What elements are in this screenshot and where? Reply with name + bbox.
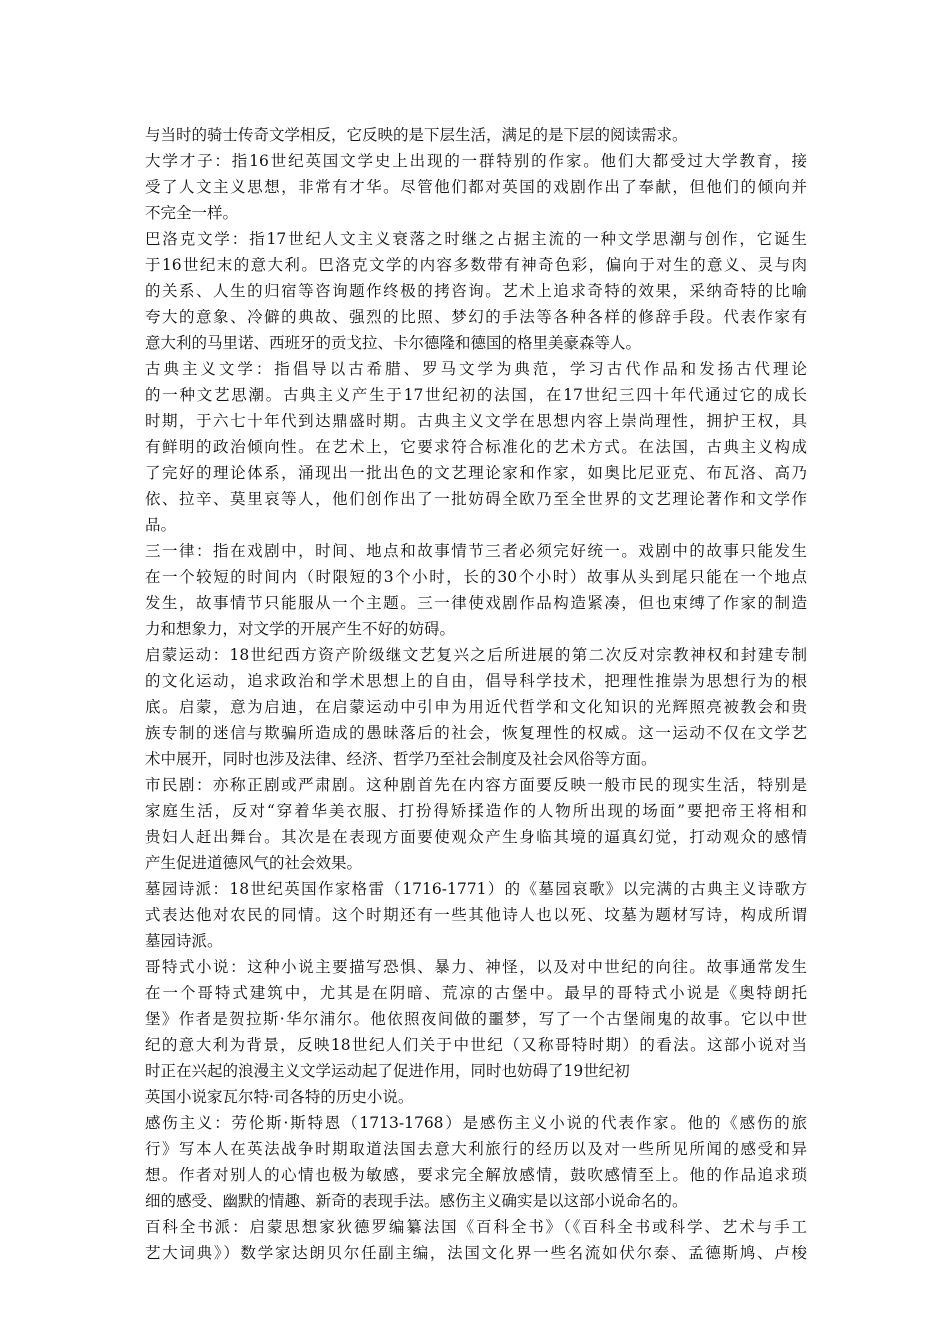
text-line: 式表达他对农民的同情。这个时期还有一些其他诗人也以死、坟墓为题材写诗，构成所谓: [145, 906, 807, 924]
text-line: 族专制的迷信与欺骗所造成的愚昧落后的社会，恢复理性的权威。这一运动不仅在文学艺: [145, 724, 807, 742]
text-line: 感伤主义：劳伦斯·斯特恩（1713-1768）是感伤主义小说的代表作家。他的《感伤的旅: [145, 1114, 807, 1132]
text-line: 时期，于六七十年代到达鼎盛时期。古典主义文学在思想内容上崇尚理性，拥护王权，具: [145, 412, 807, 430]
text-line: 三一律：指在戏剧中，时间、地点和故事情节三者必须完好统一。戏剧中的故事只能发生: [145, 542, 807, 560]
text-line: 意大利的马里诺、西班牙的贡戈拉、卡尔德隆和德国的格里美豪森等人。: [145, 334, 642, 352]
document-body: [145, 122, 807, 1266]
text-line: 堡》作者是贺拉斯·华尔浦尔。他依照夜间做的噩梦，写了一个古堡闹鬼的故事。它以中世: [145, 1010, 807, 1028]
text-line: 术中展开，同时也涉及法律、经济、哲学乃至社会制度及社会风俗等方面。: [145, 750, 657, 768]
text-line: 百科全书派：启蒙思想家狄德罗编纂法国《百科全书》（《百科全书或科学、艺术与手工: [145, 1218, 807, 1236]
text-line: 品。: [145, 516, 177, 534]
text-line: 的关系、人生的归宿等咨询题作终极的拷咨询。艺术上追求奇特的效果，采纳奇特的比喻: [145, 282, 807, 300]
text-line: 在一个哥特式建筑中，尤其是在阴暗、荒凉的古堡中。最早的哥特式小说是《奥特朗托: [145, 984, 807, 1002]
text-line: 想。作者对别人的心情也极为敏感，要求完全解放感情，鼓吹感情至上。他的作品追求琐: [145, 1166, 807, 1184]
text-line: 古典主义文学：指倡导以古希腊、罗马文学为典范，学习古代作品和发扬古代理论: [145, 360, 807, 378]
text-line: 受了人文主义思想，非常有才华。尽管他们都对英国的戏剧作出了奉献，但他们的倾向并: [145, 178, 807, 196]
text-line: 哥特式小说：这种小说主要描写恐惧、暴力、神怪，以及对中世纪的向往。故事通常发生: [145, 958, 807, 976]
text-line: 产生促进道德风气的社会效果。: [145, 854, 363, 872]
text-line: 有鲜明的政治倾向性。在艺术上，它要求符合标准化的艺术方式。在法国，古典主义构成: [145, 438, 807, 456]
text-line: 的文化运动，追求政治和学术思想上的自由，倡导科学技术，把理性推崇为思想行为的根: [145, 672, 807, 690]
text-line: 在一个较短的时间内（时限短的3个小时，长的30个小时）故事从头到尾只能在一个地点: [145, 568, 807, 586]
text-line: 行》写本人在英法战争时期取道法国去意大利旅行的经历以及对一些所见所闻的感受和异: [145, 1140, 807, 1158]
text-line: 细的感受、幽默的情趣、新奇的表现手法。感伤主义确实是以这部小说命名的。: [145, 1192, 688, 1210]
text-line: 贵妇人赶出舞台。其次是在表现方面要使观众产生身临其境的逼真幻觉，打动观众的感情: [145, 828, 807, 846]
text-line: 夸大的意象、冷僻的典故、强烈的比照、梦幻的手法等各种各样的修辞手段。代表作家有: [145, 308, 807, 326]
text-line: 底。启蒙，意为启迪，在启蒙运动中引申为用近代哲学和文化知识的光辉照亮被教会和贵: [145, 698, 807, 716]
text-line: 的一种文艺思潮。古典主义产生于17世纪初的法国，在17世纪三四十年代通过它的成长: [145, 386, 807, 404]
text-line: 英国小说家瓦尔特·司各特的历史小说。: [145, 1088, 414, 1106]
text-line: 不完全一样。: [145, 204, 239, 222]
text-line: 纪的意大利为背景，反映18世纪人们关于中世纪（又称哥特时期）的看法。这部小说对当: [145, 1036, 807, 1054]
text-line: 艺大词典》）数学家达朗贝尔任副主编，法国文化界一些名流如伏尔泰、孟德斯鸠、卢梭: [145, 1244, 807, 1262]
text-line: 于16世纪末的意大利。巴洛克文学的内容多数带有神奇色彩，偏向于对生的意义、灵与肉: [145, 256, 807, 274]
text-line: 发生，故事情节只能服从一个主题。三一律使戏剧作品构造紧凑，但也束缚了作家的制造: [145, 594, 807, 612]
text-line: 时正在兴起的浪漫主义文学运动起了促进作用，同时也妨碍了19世纪初: [145, 1062, 630, 1080]
text-line: 大学才子：指16世纪英国文学史上出现的一群特别的作家。他们大都受过大学教育，接: [145, 152, 807, 170]
text-line: 力和想象力，对文学的开展产生不好的妨碍。: [145, 620, 456, 638]
text-line: 巴洛克文学：指17世纪人文主义衰落之时继之占据主流的一种文学思潮与创作，它诞生: [145, 230, 807, 248]
text-line: 市民剧：亦称正剧或严肃剧。这种剧首先在内容方面要反映一般市民的现实生活，特别是: [145, 776, 807, 794]
text-line: 墓园诗派。: [145, 932, 223, 950]
text-line: 家庭生活，反对“穿着华美衣服、打扮得矫揉造作的人物所出现的场面”要把帝王将相和: [145, 802, 807, 820]
text-line: 了完好的理论体系，涌现出一批出色的文艺理论家和作家，如奥比尼亚克、布瓦洛、高乃: [145, 464, 807, 482]
text-line: 依、拉辛、莫里哀等人，他们创作出了一批妨碍全欧乃至全世界的文艺理论著作和文学作: [145, 490, 807, 508]
text-line: 启蒙运动：18世纪西方资产阶级继文艺复兴之后所进展的第二次反对宗教神权和封建专制: [145, 646, 807, 664]
text-line: 与当时的骑士传奇文学相反，它反映的是下层生活，满足的是下层的阅读需求。: [145, 126, 688, 144]
text-line: 墓园诗派：18世纪英国作家格雷（1716-1771）的《墓园哀歌》以完满的古典主义诗歌方: [145, 880, 807, 898]
